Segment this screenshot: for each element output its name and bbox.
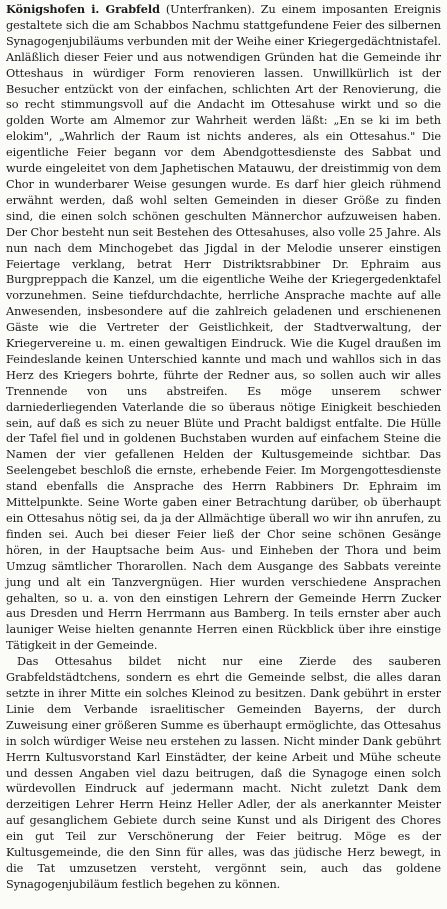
article-paragraph-1	[6, 2, 441, 654]
article-paragraph-1-text: (Unterfranken). Zu einem imposanten Ereignis gestaltete sich die am Schabbos Nachmu stattgefundene Feier des silbernen Synagogenjubiläums verbunden mit der Weihe einer Kriegergedächtnistafel. Anläßlich dieser Feier und aus notwendigen Gründen hat die Gemeinde ihr Otteshaus in würdiger Form renovieren lassen. Unwillkürlich ist der Besucher entzückt von der einfachen, schlichten Art der Renovierung, die so recht stimmungsvoll auf die Andacht im Ottesahuse wirkt und so die golden Worte am Almemor zur Wahrheit werden läßt: „En se ki im beth elokim", „Wahrlich der Raum ist nichts anderes, als ein Ottesahus." Die eigentliche Feier begann vor dem Abendgottesdienste des Sabbat und wurde eingeleitet von dem Japhetischen Matauwu, der dreistimmig von dem Chor in wunderbarer Weise gesungen wurde. Es darf hier gleich rühmend erwähnt werden, daß wohl selten Gemeinden in dieser Größe zu finden sind, die einen solch schönen geschulten Männerchor aufzuweisen haben. Der Chor besteht nun seit Bestehen des Ottesahuses, also volle 25 Jahre. Als nun nach dem Minchogebet das Jigdal in der Melodie unserer einstigen Feiertage verklang, betrat Herr Distriktsrabbiner Dr. Ephraim aus Burgpreppach die Kanzel, um die eigentliche Weihe der Kriegergedenktafel vorzunehmen. Seine tiefdurchdachte, herrliche Ansprache machte auf alle Anwesenden, insbesondere auf die zahlreich geladenen und erschienenen Gäste wie die Vertreter der Geistlichkeit, der Stadtverwaltung, der Kriegervereine u. m. einen gewaltigen Eindruck. Wie die Kugel draußen im Feindeslande keinen Unterschied kannte und mach und wahllos sich in das Herz des Kriegers bohrte, führte der Redner aus, so sollen auch wir alles Trennende von uns abstreifen. Es möge unserem schwer darniederliegenden Vaterlande die so überaus nötige Einigkeit beschieden sein, auf daß es sich zu neuer Blüte und Pracht baldigst entfalte. Die Hülle der Tafel fiel und in goldenen Buchstaben wurden auf einfachem Steine die Namen der vier gefallenen Helden der Kultusgemeinde sichtbar. Das Seelengebet beschloß die ernste, erhebende Feier. Im Morgengottesdienste stand ebenfalls die Ansprache des Herrn Rabbiners Dr. Ephraim im Mittelpunkte. Seine Worte gaben einer Betrachtung darüber, ob überhaupt ein Ottesahus nötig sei, da ja der Allmächtige überall wo wir ihn anrufen, zu finden sei. Auch bei dieser Feier ließ der Chor seine schönen Gesänge hören, in der Hauptsache beim Aus- und Einheben der Thora und beim Umzug sämtlicher Thorarollen. Nach dem Ausgange des Sabbats vereinte jung und alt ein Tanzvergnügen. Hier wurden verschiedene Ansprachen gehalten, so u. a. von den einstigen Lehrern der Gemeinde Herrn Zucker aus Dresden und Herrn Herrmann aus Bamberg. In teils ernster aber auch launiger Weise hielten genannte Herren einen Rückblick über ihre einstige Tätigkeit in der Gemeinde.	[6, 3, 442, 653]
article-headline: Königshofen i. Grabfeld	[6, 2, 160, 16]
article-paragraph-2: Das Ottesahus bildet nicht nur eine Zierde des sauberen Grabfeldstädtchens, sondern es ehrt die Gemeinde selbst, die alles daran setzte in ihrer Mitte ein solches Kleinod zu besitzen. Dank gebührt in erster Linie dem Verbande israelitischer Gemeinden Bayerns, der durch Zuweisung einer größeren Summe es überhaupt ermöglichte, das Ottesahus in solch würdiger Weise neu erstehen zu lassen. Nicht minder Dank gebührt Herrn Kultusvorstand Karl Einstädter, der keine Arbeit und Mühe scheute und dessen Angaben viel dazu beitrugen, daß die Synagoge einen solch würdevollen Eindruck auf jedermann macht. Nicht zuletzt Dank dem derzeitigen Lehrer Herrn Heinz Heller Adler, der als anerkannter Meister auf gesanglichem Gebiete durch seine Kunst und als Dirigent des Chores ein gut Teil zur Verschönerung der Feier beitrug. Möge es der Kultusgemeinde, die den Sinn für alles, was das jüdische Herz bewegt, in die Tat umzusetzen versteht, vergönnt sein, auch das goldene Synagogenjubiläum festlich begehen zu können.	[6, 655, 441, 891]
